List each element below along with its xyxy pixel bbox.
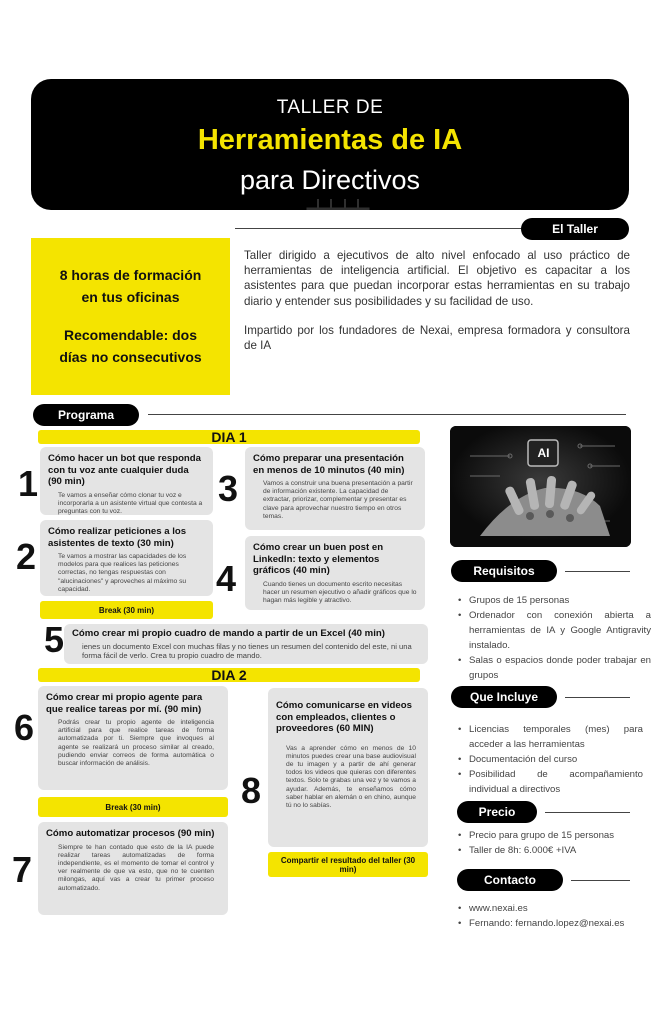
module-card-1	[40, 447, 213, 515]
header-banner	[31, 79, 629, 210]
intro-paragraph: Taller dirigido a ejecutivos de alto nivel enfocado al uso práctico de herramientas de inteligencia artificial. El objetivo es capacitar a los asistentes para que puedan incorporar estas herramientas en su trabajo diario y entender sus posibilidades y su facilidad de uso.	[244, 249, 630, 308]
section-incluye: Que Incluye	[451, 686, 557, 708]
header-subtitle: para Directivos	[239, 165, 421, 195]
divider	[235, 228, 525, 229]
break-bar: Break (30 min)	[38, 797, 228, 817]
requisitos-list	[458, 593, 651, 683]
module-description: Te vamos a mostrar las capacidades de los modelos para que realices las peticiones correctas, no tengas respuestas con "alucinaciones" y aproveches al máximo su capacidad.	[58, 553, 187, 593]
contacto-list	[458, 901, 658, 931]
module-number: 4	[216, 558, 237, 599]
section-contacto: Contacto	[457, 869, 563, 891]
module-description: Te vamos a enseñar cómo clonar tu voz e incorporarla a un asistente virtual que contesta a preguntas con tu voz.	[58, 491, 203, 515]
module-number: 3	[218, 468, 239, 509]
circuit-chip-icon	[263, 199, 413, 210]
list-item: • Licencias temporales (mes) para acceder a las herramientas	[458, 722, 643, 752]
list-item: • Grupos de 15 personas	[458, 593, 651, 608]
module-description: Vamos a construir una buena presentación a partir de información existente. La capacidad de extractar, priorizar, complementar y presentar es clave para aprovechar nuestro tiempo en otros temas.	[263, 480, 413, 520]
module-card-5	[64, 624, 428, 664]
highlight-line: en tus oficinas	[81, 289, 180, 305]
divider	[545, 812, 630, 813]
module-title: Cómo crear mi propio agente para que realice tareas por mí. (90 min)	[46, 692, 203, 715]
module-description: Podrás crear tu propio agente de inteligencia artificial para que realice tareas de forma automatizada por ti. Siempre que invoques al agente se realizará un proceso similar al creado, pudiendo enviar correos de forma automática o buscar información de análisis.	[58, 719, 214, 768]
module-title: Cómo preparar una presentación en menos de 10 minutos (40 min)	[253, 453, 405, 476]
module-title: Cómo crear un buen post en LinkedIn: texto y elementos gráficos (40 min)	[253, 542, 384, 576]
module-number: 1	[18, 463, 39, 504]
module-card-3	[245, 447, 425, 530]
email-link[interactable]: • Fernando: fernando.lopez@nexai.es	[458, 916, 658, 931]
divider	[571, 880, 630, 881]
section-requisitos: Requisitos	[451, 560, 557, 582]
module-number: 8	[241, 770, 262, 811]
divider	[148, 414, 626, 415]
module-number: 7	[12, 849, 33, 890]
section-precio: Precio	[457, 801, 537, 823]
section-taller: El Taller	[521, 218, 629, 240]
module-card-4	[245, 536, 425, 610]
module-card-6	[38, 686, 228, 790]
module-description: ienes un documento Excel con muchas filas y no tienes un resumen del contenido del este, ni una forma fácil de verlo. Crea tu propio cuadro de mando.	[82, 641, 412, 660]
list-item: • Taller de 8h: 6.000€ +IVA	[458, 843, 648, 858]
module-number: 2	[16, 536, 37, 577]
section-programa: Programa	[33, 404, 139, 426]
list-item: • Ordenador con conexión abierta a herramientas de IA y Google Antigravity instalado.	[458, 608, 651, 653]
module-title: Cómo comunicarse en videos con empleados, clientes o proveedores (60 MIN)	[276, 700, 412, 734]
precio-list	[458, 828, 648, 858]
day-2-bar: DIA 2	[38, 668, 420, 682]
highlight-line: días no consecutivos	[59, 349, 202, 365]
highlight-line: Recomendable: dos	[63, 327, 198, 343]
module-title: Cómo hacer un bot que responda con tu voz ante cualquier duda (90 min)	[48, 453, 201, 487]
header-title: Herramientas de IA	[197, 124, 463, 156]
module-description: Cuando tienes un documento escrito necesitas hacer un resumen ejecutivo o añadir gráficos que lo hagan más legible y atractivo.	[263, 580, 417, 604]
highlight-line: 8 horas de formación	[59, 267, 202, 283]
day-1-bar: DIA 1	[38, 430, 420, 444]
break-bar: Break (30 min)	[40, 601, 213, 619]
ai-badge: AI	[537, 446, 550, 460]
ai-robot-hand-image	[450, 426, 631, 547]
list-item: • Precio para grupo de 15 personas	[458, 828, 648, 843]
module-title: Cómo realizar peticiones a los asistentes de texto (30 min)	[48, 526, 187, 549]
robot-hand-icon	[450, 426, 631, 547]
header-line-1: TALLER DE	[276, 97, 384, 118]
divider	[565, 697, 630, 698]
incluye-list	[458, 722, 643, 797]
module-number: 6	[14, 707, 35, 748]
module-title: Cómo crear mi propio cuadro de mando a partir de un Excel (40 min)	[72, 628, 385, 639]
share-result-bar: Compartir el resultado del taller (30 min)	[268, 852, 428, 877]
list-item: • Posibilidad de acompañamiento individual a directivos	[458, 767, 643, 797]
list-item: • Salas o espacios donde poder trabajar en grupos	[458, 653, 651, 683]
module-card-8	[268, 688, 428, 847]
intro-text	[244, 248, 630, 353]
intro-paragraph: Impartido por los fundadores de Nexai, empresa formadora y consultora de IA	[244, 323, 630, 353]
divider	[565, 571, 630, 572]
module-description: Siempre te han contado que esto de la IA puede realizar tareas automatizadas de forma independiente, es el momento de tomar el control y ver realmente de que va esto, que no te cuenten milongas, aquí vas a crear tu primer proceso automatizado.	[58, 843, 214, 892]
list-item: • Documentación del curso	[458, 752, 643, 767]
website-link[interactable]: • www.nexai.es	[458, 901, 658, 916]
module-number: 5	[44, 619, 65, 660]
module-card-7	[38, 822, 228, 915]
module-description: Vas a aprender cómo en menos de 10 minutos puedes crear una base audiovisual de tu imagen y a partir de ahí generar todos los videos que quieras con diferentes textos. Solo te grabas una vez y te vamos a ayudar. Además, te enseñamos cómo saber hablar en alemán o en chino, aunque tú no lo sabías.	[286, 744, 416, 809]
module-card-2	[40, 520, 213, 596]
highlight-box	[31, 238, 230, 395]
module-title: Cómo automatizar procesos (90 min)	[46, 828, 215, 839]
